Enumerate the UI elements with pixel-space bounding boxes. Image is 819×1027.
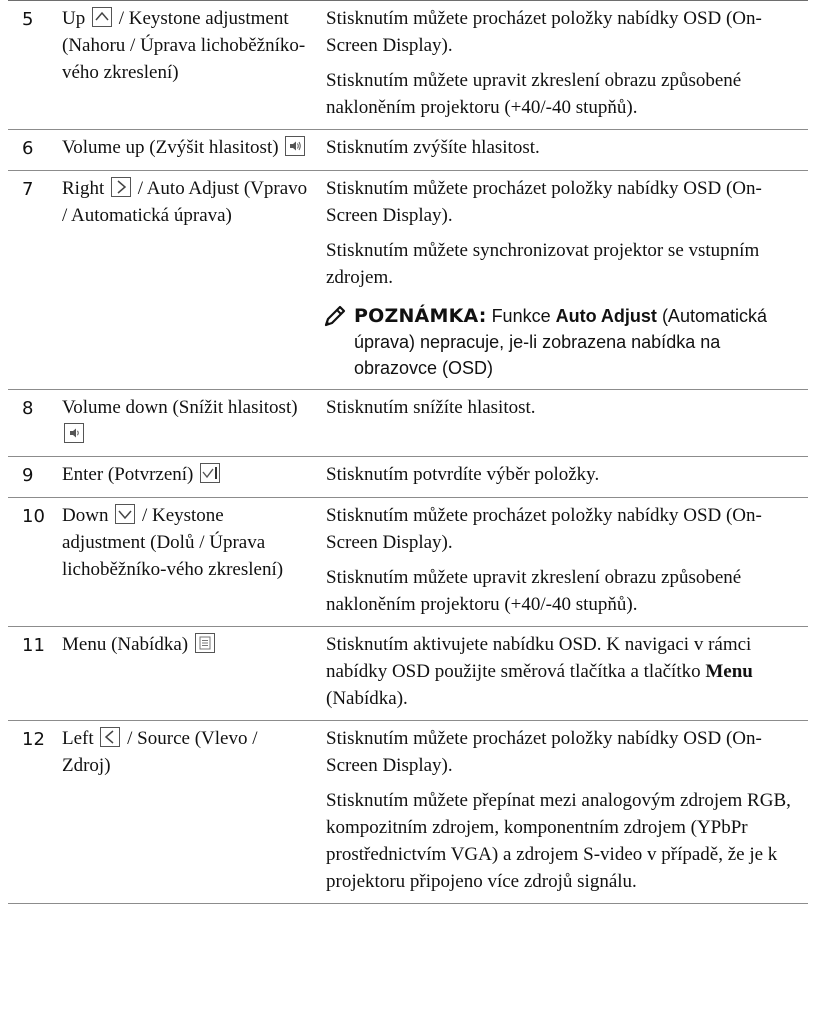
button-name [58, 498, 316, 627]
description-paragraph: Stisknutím můžete procházet položky nabídky OSD (On-Screen Display). [326, 728, 762, 776]
button-name-text: / Source (Vlevo / Zdroj) [62, 728, 258, 776]
button-description [316, 498, 808, 627]
row-number: 9 [8, 457, 58, 498]
row-number: 10 [8, 498, 58, 627]
button-name-text: Left [62, 728, 94, 749]
button-name [58, 627, 316, 721]
button-name-text: Menu (Nabídka) [62, 634, 189, 655]
table-row [8, 130, 808, 171]
button-name-text: Volume down (Snížit hlasitost) [62, 397, 298, 418]
note-text-before: Funkce [491, 306, 551, 326]
button-description [316, 130, 808, 171]
note-block [326, 303, 808, 381]
description-paragraph: Stisknutím můžete upravit zkreslení obrazu způsobené nakloněním projektoru (+40/-40 stupňů). [326, 70, 742, 118]
table-row [8, 721, 808, 904]
table-row [8, 498, 808, 627]
volume-up-icon [285, 136, 305, 156]
description-paragraph: Stisknutím můžete přepínat mezi analogovým zdrojem RGB, kompozitním zdrojem, komponentním zdrojem (YPbPr prostřednictvím VGA) a zdrojem S-video v případě, že je k projektoru připojeno více zdrojů signálu. [326, 790, 791, 892]
button-name-text: / Auto Adjust (Vpravo / Automatická úprava) [62, 178, 308, 226]
note-text [354, 303, 808, 381]
button-name [58, 171, 316, 390]
button-description [316, 1, 808, 130]
table-row [8, 390, 808, 457]
description-paragraph: Stisknutím snížíte hlasitost. [326, 397, 536, 418]
description-paragraph: Stisknutím můžete procházet položky nabídky OSD (On-Screen Display). [326, 505, 762, 553]
button-name-text: Enter (Potvrzení) [62, 464, 194, 485]
menu-icon [195, 633, 215, 653]
description-paragraph: Stisknutím můžete procházet položky nabídky OSD (On-Screen Display). [326, 178, 762, 226]
table-row [8, 171, 808, 390]
volume-down-icon [64, 423, 84, 443]
note-bold-term: Auto Adjust [555, 306, 657, 326]
button-description [316, 390, 808, 457]
note-text-after: (Automatická úprava) nepracuje, je-li zobrazena nabídka na obrazovce (OSD) [354, 306, 767, 378]
button-name-text: / Keystone adjustment (Nahoru / Úprava lichoběžníko-vého zkreslení) [62, 8, 306, 83]
row-number: 5 [8, 1, 58, 130]
button-name [58, 721, 316, 904]
button-description [316, 171, 808, 390]
table-row [8, 627, 808, 721]
description-text: (Nabídka). [326, 688, 408, 709]
button-name-text: / Keystone adjustment (Dolů / Úprava lichoběžníko-vého zkreslení) [62, 505, 284, 580]
menu-bold-term: Menu [705, 661, 753, 682]
button-name [58, 130, 316, 171]
button-name [58, 457, 316, 498]
up-arrow-icon [92, 7, 112, 27]
description-text: Stisknutím aktivujete nabídku OSD. K navigaci v rámci nabídky OSD použijte směrová tlačítka a tlačítko [326, 634, 752, 682]
description-paragraph: Stisknutím můžete synchronizovat projektor se vstupním zdrojem. [326, 240, 760, 288]
note-label: POZNÁMKA: [354, 305, 487, 327]
button-name-text: Volume up (Zvýšit hlasitost) [62, 137, 279, 158]
description-paragraph: Stisknutím zvýšíte hlasitost. [326, 137, 540, 158]
row-number: 12 [8, 721, 58, 904]
right-arrow-icon [111, 177, 131, 197]
row-number: 8 [8, 390, 58, 457]
button-description [316, 721, 808, 904]
description-paragraph: Stisknutím můžete procházet položky nabídky OSD (On-Screen Display). [326, 8, 762, 56]
button-name-text: Up [62, 8, 86, 29]
button-description [316, 457, 808, 498]
button-description-table [8, 0, 808, 904]
table-row [8, 1, 808, 130]
button-description [316, 627, 808, 721]
button-name-text: Down [62, 505, 109, 526]
description-paragraph: Stisknutím můžete upravit zkreslení obrazu způsobené nakloněním projektoru (+40/-40 stupňů). [326, 567, 742, 615]
down-arrow-icon [115, 504, 135, 524]
description-paragraph [326, 631, 808, 712]
table-row [8, 457, 808, 498]
pencil-note-icon [322, 303, 348, 329]
row-number: 11 [8, 627, 58, 721]
left-arrow-icon [100, 727, 120, 747]
description-paragraph: Stisknutím potvrdíte výběr položky. [326, 464, 600, 485]
enter-check-icon [200, 463, 220, 483]
row-number: 7 [8, 171, 58, 390]
row-number: 6 [8, 130, 58, 171]
button-name-text: Right [62, 178, 105, 199]
button-name [58, 1, 316, 130]
button-name [58, 390, 316, 457]
